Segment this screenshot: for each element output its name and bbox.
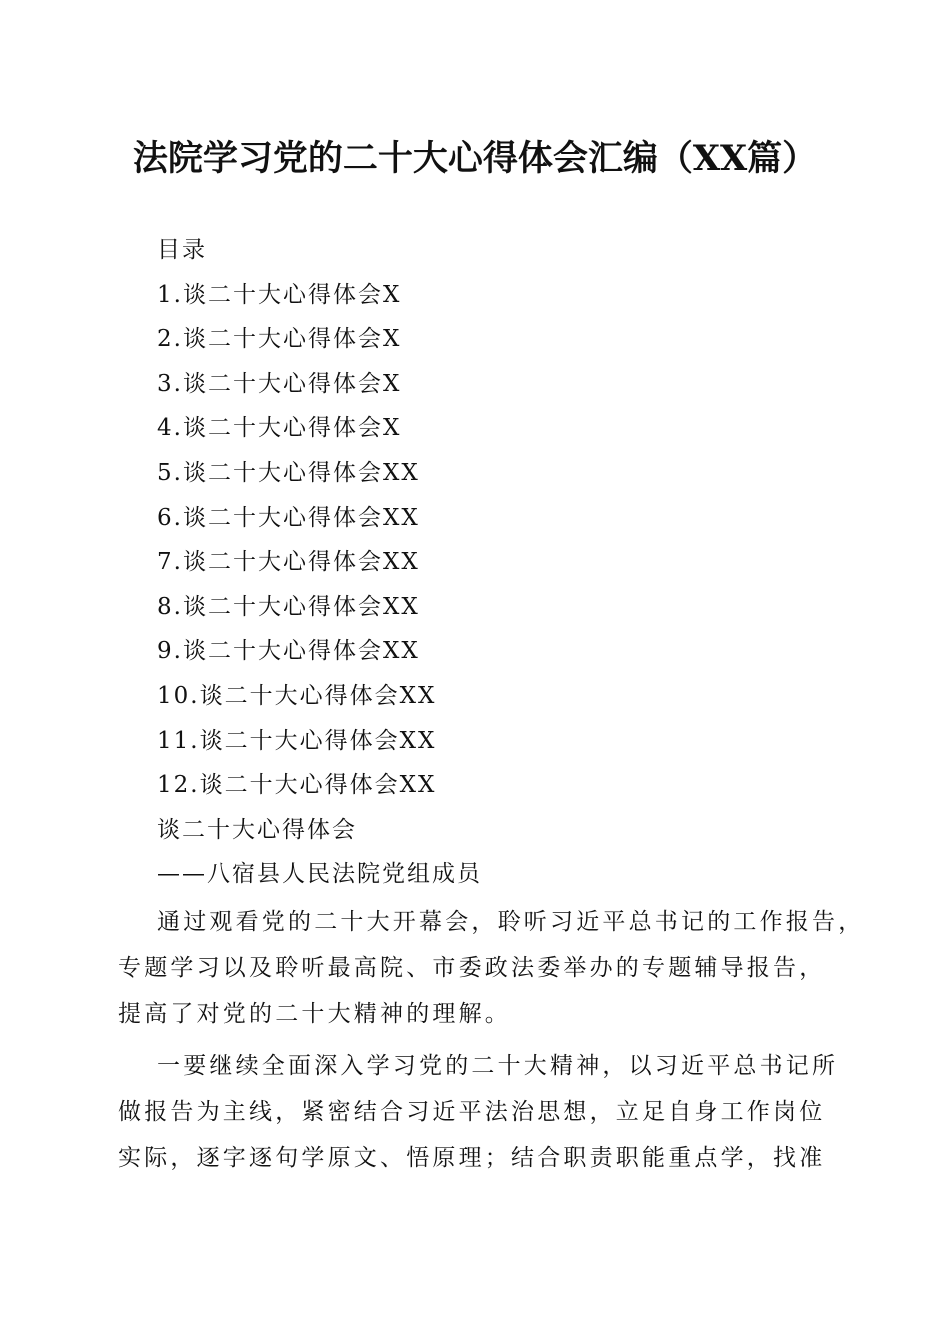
table-of-contents	[157, 228, 857, 897]
paragraph-line: 通过观看党的二十大开幕会，聆听习近平总书记的工作报告，	[157, 909, 865, 935]
paragraph-line: 做报告为主线，紧密结合习近平法治思想，立足自身工作岗位	[118, 1099, 826, 1125]
toc-item[interactable]: 5.谈二十大心得体会XX	[157, 459, 420, 486]
toc-item[interactable]: 11.谈二十大心得体会XX	[157, 727, 437, 754]
toc-item[interactable]: 6.谈二十大心得体会XX	[157, 504, 420, 531]
toc-item[interactable]: 12.谈二十大心得体会XX	[157, 772, 437, 799]
toc-item[interactable]: 7.谈二十大心得体会XX	[157, 549, 420, 576]
paragraph	[118, 1043, 838, 1181]
document-title: 法院学习党的二十大心得体会汇编（XX篇）	[132, 138, 818, 179]
paragraph-line: 专题学习以及聆听最高院、市委政法委举办的专题辅导报告，	[118, 955, 826, 981]
article-author: ——八宿县人民法院党组成员	[157, 861, 482, 888]
article-title: 谈二十大心得体会	[157, 816, 357, 843]
toc-item[interactable]: 2.谈二十大心得体会X	[157, 326, 402, 353]
toc-item[interactable]: 1.谈二十大心得体会X	[157, 281, 402, 308]
toc-item[interactable]: 10.谈二十大心得体会XX	[157, 682, 437, 709]
toc-item[interactable]: 8.谈二十大心得体会XX	[157, 593, 420, 620]
toc-heading: 目录	[157, 237, 207, 263]
toc-item[interactable]: 4.谈二十大心得体会X	[157, 415, 402, 442]
toc-item[interactable]: 3.谈二十大心得体会X	[157, 370, 402, 397]
paragraph-line: 实际，逐字逐句学原文、悟原理；结合职责职能重点学，找准	[118, 1145, 826, 1171]
toc-item[interactable]: 9.谈二十大心得体会XX	[157, 638, 420, 665]
article-body	[118, 899, 865, 1181]
paragraph-line: 一要继续全面深入学习党的二十大精神，以习近平总书记所	[157, 1053, 839, 1079]
paragraph-line: 提高了对党的二十大精神的理解。	[118, 1001, 511, 1027]
paragraph	[118, 899, 865, 1037]
